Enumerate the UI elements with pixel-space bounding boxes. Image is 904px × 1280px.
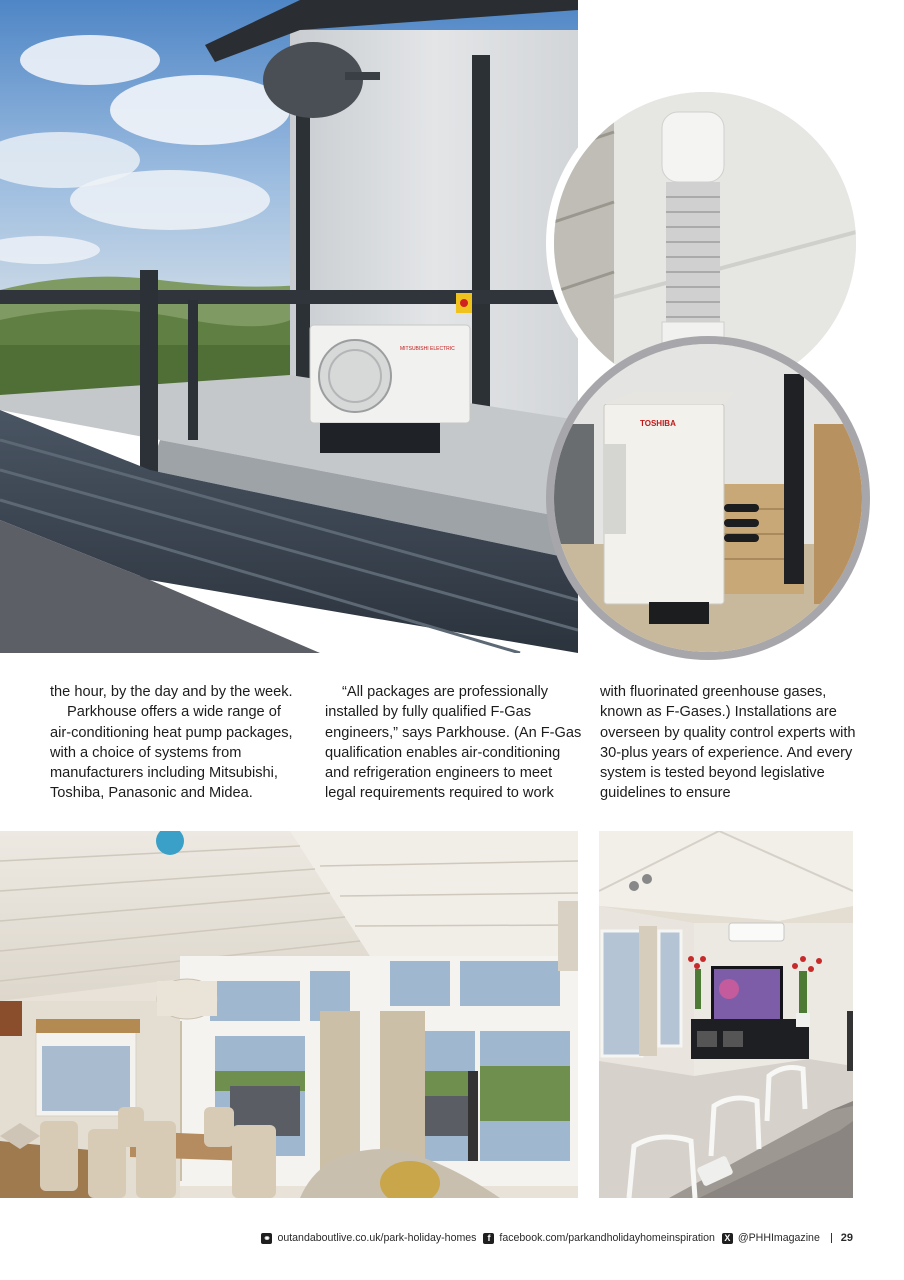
text-column-1 bbox=[50, 682, 306, 804]
inset-photo-toshiba-unit bbox=[546, 336, 870, 660]
living-room-ac-photo bbox=[599, 831, 853, 1198]
paragraph: with fluorinated greenhouse gases, known as F-Gases.) Installations are overseen by quality control experts with 30-plus years of experience. And every system is tested beyond legislative guidelines to ensure bbox=[600, 684, 856, 802]
paragraph: “All packages are professionally installed by fully qualified F-Gas engineers,” says Parkhouse. (An F-Gas qualification enables air-conditioning and refrigeration engineers to meet legal requirements required to work bbox=[325, 684, 582, 802]
footer-divider bbox=[831, 1233, 832, 1243]
text-column-3 bbox=[600, 682, 862, 804]
text-column-2 bbox=[325, 682, 587, 804]
paragraph: the hour, by the day and by the week. bbox=[50, 684, 293, 700]
facebook-icon: f bbox=[483, 1233, 494, 1244]
lounge-dining-photo bbox=[0, 831, 578, 1198]
hero-unit-brand: MITSUBISHI ELECTRIC bbox=[400, 346, 455, 352]
page-footer bbox=[0, 1232, 853, 1250]
footer-twitter-link[interactable]: @PHHImagazine bbox=[737, 1232, 820, 1245]
hero-photo bbox=[0, 0, 578, 653]
footer-website-link[interactable]: outandaboutlive.co.uk/park-holiday-homes bbox=[277, 1232, 477, 1245]
x-twitter-icon: X bbox=[722, 1233, 733, 1244]
paragraph: Parkhouse offers a wide range of air-conditioning heat pump packages, with a choice of systems from manufacturers including Mitsubishi, Toshiba, Panasonic and Midea. bbox=[50, 704, 293, 802]
footer-facebook-link[interactable]: facebook.com/parkandholidayhomeinspiration bbox=[499, 1232, 715, 1245]
web-icon: ⚭ bbox=[263, 1232, 271, 1243]
page-number: 29 bbox=[840, 1232, 853, 1245]
inset-unit-brand: TOSHIBA bbox=[640, 419, 676, 428]
